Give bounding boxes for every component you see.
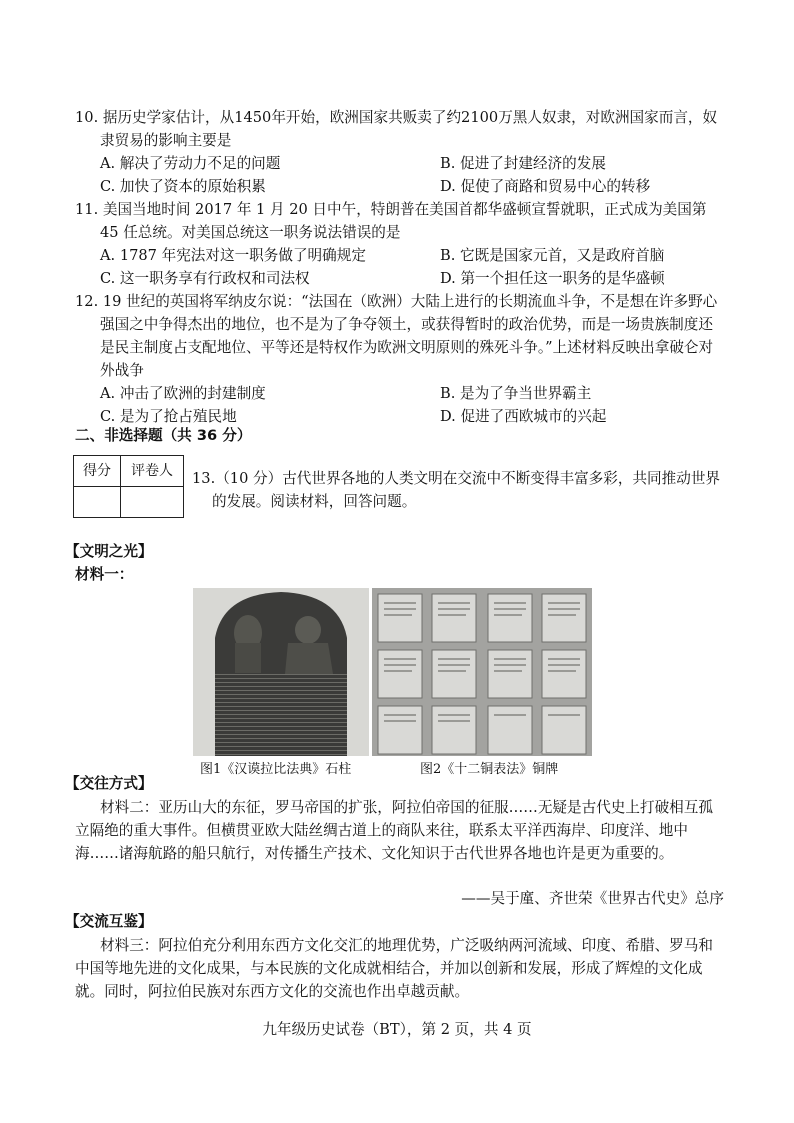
twelve-tables-image	[372, 588, 592, 756]
option-c: C. 这一职务享有行政权和司法权	[100, 270, 310, 287]
hammurabi-stele-image	[193, 588, 369, 756]
figure-2-caption: 图2《十二铜表法》铜牌	[420, 762, 559, 777]
mutual-heading: 【交流互鉴】	[65, 913, 153, 930]
score-cell-label: 得分	[74, 456, 121, 487]
option-d: D. 促进了西欧城市的兴起	[440, 408, 607, 425]
grader-cell-blank[interactable]	[121, 487, 184, 518]
page-footer: 九年级历史试卷（BT），第 2 页，共 4 页	[262, 1021, 532, 1038]
question-12-stem: 12. 19 世纪的英国将军纳皮尔说：“法国在（欧洲）大陆上进行的长期流血斗争，不是想在许多野心强国之中争得杰出的地位，也不是为了争夺领土，或获得暂时的政治优势，而是一场贵族制度还是民主制度占支配地位、平等还是特权作为欧洲文明原则的殊死斗争。”上述材料反映出拿破仑对外战争	[75, 293, 718, 379]
light-heading: 【文明之光】	[65, 543, 153, 560]
option-d: D. 促使了商路和贸易中心的转移	[440, 178, 651, 195]
option-a: A. 1787 年宪法对这一职务做了明确规定	[100, 247, 366, 264]
question-11-stem: 11. 美国当地时间 2017 年 1 月 20 日中午，特朗普在美国首都华盛顿宣誓就职，正式成为美国第 45 任总统。对美国总统这一职务说法错误的是	[75, 201, 707, 241]
figure-1-caption: 图1《汉谟拉比法典》石柱	[200, 762, 352, 777]
light-material-label: 材料一：	[75, 566, 134, 583]
material-2-text: 材料二：亚历山大的东征，罗马帝国的扩张，阿拉伯帝国的征服……无疑是古代史上打破相互孤立隔绝的重大事件。但横贯亚欧大陆丝绸古道上的商队来往，联系太平洋西海岸、印度洋、地中海……诸海航路的船只航行，对传播生产技术、文化知识于古代世界各地也许是更为重要的。	[75, 799, 713, 862]
option-c: C. 加快了资本的原始积累	[100, 178, 266, 195]
option-b: B. 是为了争当世界霸主	[440, 385, 592, 402]
question-12-options	[100, 382, 725, 428]
grader-cell-label: 评卷人	[121, 456, 184, 487]
question-13-stem: 13.（10 分）古代世界各地的人类文明在交流中不断变得丰富多彩，共同推动世界的发展。阅读材料，回答问题。	[192, 470, 721, 510]
option-b: B. 它既是国家元首，又是政府首脑	[440, 247, 665, 264]
question-11-options	[100, 244, 725, 290]
exchange-heading: 【交往方式】	[65, 775, 153, 792]
question-10-stem: 10. 据历史学家估计，从1450年开始，欧洲国家共贩卖了约2100万黑人奴隶，对欧洲国家而言，奴隶贸易的影响主要是	[75, 109, 718, 149]
option-a: A. 解决了劳动力不足的问题	[100, 155, 281, 172]
option-c: C. 是为了抢占殖民地	[100, 408, 237, 425]
score-table	[73, 455, 184, 518]
material-3-text: 材料三：阿拉伯充分利用东西方文化交汇的地理优势，广泛吸纳两河流域、印度、希腊、罗马和中国等地先进的文化成果，与本民族的文化成就相结合，并加以创新和发展，形成了辉煌的文化成就。同时，阿拉伯民族对东西方文化的交流也作出卓越贡献。	[75, 937, 713, 1000]
material-2-source: ——吴于廑、齐世荣《世界古代史》总序	[461, 890, 724, 907]
question-12	[75, 290, 725, 428]
section-heading: 二、非选择题（共 36 分）	[75, 427, 252, 444]
option-b: B. 促进了封建经济的发展	[440, 155, 606, 172]
score-cell-blank[interactable]	[74, 487, 121, 518]
question-13	[192, 467, 724, 513]
question-10-options	[100, 152, 725, 198]
option-a: A. 冲击了欧洲的封建制度	[100, 385, 266, 402]
stele-illustration	[193, 588, 369, 756]
question-11	[75, 198, 725, 290]
tablets-illustration	[372, 588, 592, 756]
option-d: D. 第一个担任这一职务的是华盛顿	[440, 270, 665, 287]
question-10	[75, 106, 725, 198]
